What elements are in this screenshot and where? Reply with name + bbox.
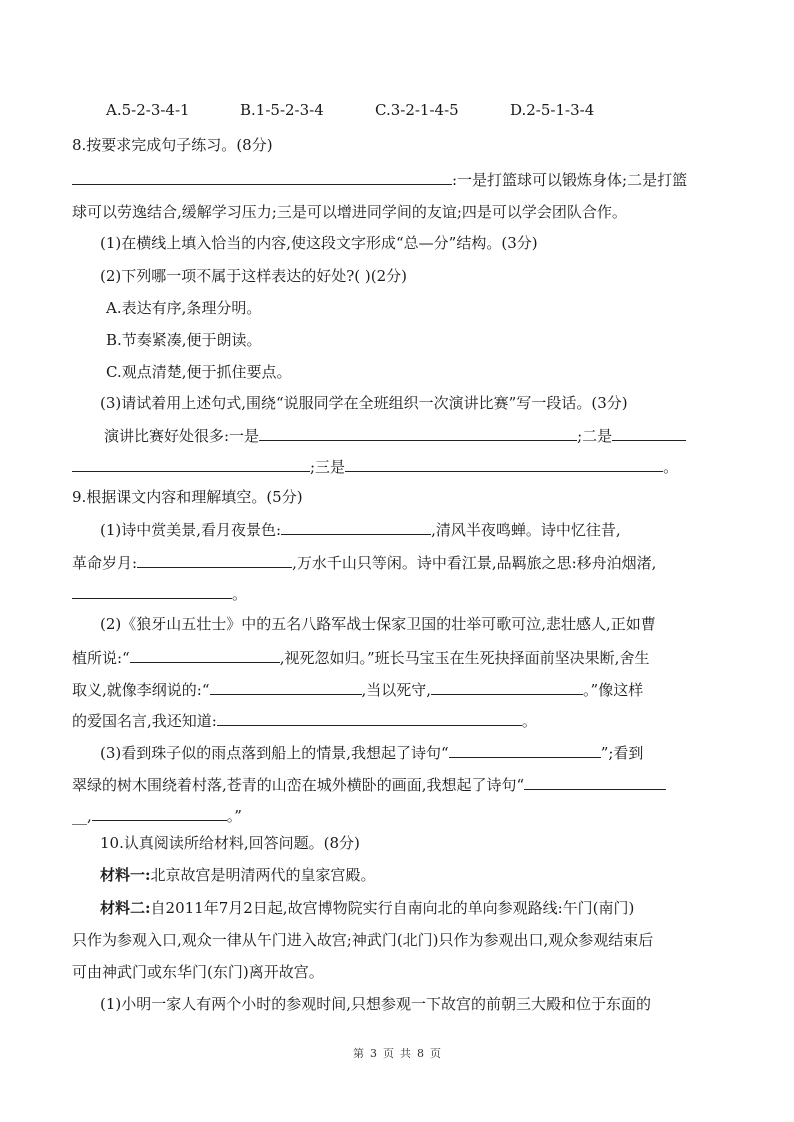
q9-p9 (72, 773, 666, 795)
q7-option-a: A.5-2-3-4-1 (106, 101, 190, 119)
q9-p5 (72, 646, 649, 668)
q8-answer-blank-1[interactable] (259, 424, 577, 441)
q8-header: 8.按要求完成句子练习。(8分) (72, 136, 273, 154)
q8-answer-blank-2a[interactable] (612, 424, 686, 441)
q10-material-2-line3: 可由神武门或东华门(东门)离开故宫。 (72, 963, 324, 981)
q10-sub1: (1)小明一家人有两个小时的参观时间,只想参观一下故宫的前朝三大殿和位于东面的 (100, 995, 652, 1013)
q9-p6-c: 。”像这样 (583, 681, 644, 699)
q10-material-2-line2: 只作为参观入口,观众一律从午门进入故宫;神武门(北门)只作为参观出口,观众参观结束后 (72, 931, 654, 949)
q8-answer-sep-3: ;三是 (310, 458, 346, 476)
q9-blank-6[interactable] (431, 678, 583, 695)
q9-blank-4[interactable] (130, 646, 280, 663)
q10-material-2-text: 自2011年7月2日起,故宫博物院实行自南向北的单向参观路线:午门(南门) (150, 899, 635, 917)
q8-answer-end: 。 (663, 458, 679, 476)
q7-option-d: D.2-5-1-3-4 (510, 101, 595, 119)
q9-blank-8[interactable] (449, 741, 601, 758)
q8-option-c: C.观点清楚,便于抓住要点。 (106, 363, 292, 381)
q8-answer-prefix: 演讲比赛好处很多:一是 (104, 427, 260, 445)
q9-p3 (72, 582, 247, 604)
footer-total-pages: 8 (417, 1047, 424, 1060)
footer-total-word: 共 (400, 1047, 411, 1060)
q9-p7-b: 。 (521, 712, 537, 730)
q9-p6-a: 取义,就像李纲说的:“ (72, 681, 210, 699)
q8-sub3: (3)请试着用上述句式,围绕“说服同学在全班组织一次演讲比赛”写一段话。(3分) (100, 394, 628, 412)
q8-topic-line (72, 168, 687, 190)
q9-p6-b: ,当以死守, (361, 681, 432, 699)
q9-blank-1[interactable] (281, 518, 431, 535)
q8-answer-blank-3[interactable] (345, 455, 663, 472)
q9-p1-b: ,清风半夜鸣蝉。诗中忆往昔, (431, 521, 621, 539)
q9-p8 (100, 741, 643, 763)
q9-blank-3[interactable] (72, 582, 232, 599)
q9-p2-b: ,万水千山只等闲。诗中看江景,品羁旅之思:移舟泊烟渚, (292, 554, 657, 572)
q8-sub1: (1)在横线上填入恰当的内容,使这段文字形成“总—分”结构。(3分) (100, 234, 538, 252)
q8-topic-text: :一是打篮球可以锻炼身体;二是打篮 (452, 171, 688, 189)
q9-blank-9a[interactable] (524, 773, 666, 790)
q9-blank-7[interactable] (217, 709, 522, 726)
q9-header: 9.根据课文内容和理解填空。(5分) (72, 488, 303, 506)
q9-p7-a: 的爱国名言,我还知道: (72, 712, 217, 730)
q9-p3-end: 。 (232, 585, 248, 603)
q9-p8-b: ”;看到 (600, 744, 644, 762)
q9-p2 (72, 551, 656, 573)
q9-p10-a: __, (72, 807, 92, 825)
q8-topic-blank[interactable] (72, 168, 452, 185)
q8-paragraph-line2: 球可以劳逸结合,缓解学习压力;三是可以增进同学间的友谊;四是可以学会团队合作。 (72, 203, 627, 221)
page-footer (0, 1045, 794, 1061)
q10-material-1 (100, 865, 376, 885)
q10-header: 10.认真阅读所给材料,回答问题。(8分) (100, 834, 360, 852)
q9-p7 (72, 709, 537, 731)
q9-p5-a: 植所说:“ (72, 649, 130, 667)
q10-material-1-label: 材料一: (100, 866, 151, 884)
q9-p1-a: (1)诗中赏美景,看月夜景色: (100, 521, 282, 539)
footer-prefix: 第 (353, 1047, 364, 1060)
q8-option-a: A.表达有序,条理分明。 (106, 299, 262, 317)
q9-p10 (72, 804, 242, 826)
q9-p8-a: (3)看到珠子似的雨点落到船上的情景,我想起了诗句“ (100, 744, 449, 762)
q9-p4: (2)《狼牙山五壮士》中的五名八路军战士保家卫国的壮举可歌可泣,悲壮感人,正如曹 (100, 615, 656, 633)
q9-p2-a: 革命岁月: (72, 554, 138, 572)
q7-option-c: C.3-2-1-4-5 (375, 101, 459, 119)
q8-answer-line2 (72, 455, 678, 477)
q9-p5-b: ,视死忽如归。”班长马宝玉在生死抉择面前坚决果断,舍生 (279, 649, 650, 667)
q8-answer-blank-2b[interactable] (72, 455, 310, 472)
q7-option-b: B.1-5-2-3-4 (240, 101, 324, 119)
footer-page-word: 页 (383, 1047, 394, 1060)
q9-p1 (100, 518, 621, 540)
q9-p9-text: 翠绿的树木围绕着村落,苍青的山峦在城外横卧的画面,我想起了诗句“ (72, 776, 525, 794)
q10-material-1-text: 北京故宫是明清两代的皇家宫殿。 (150, 866, 376, 884)
q8-option-b: B.节奏紧凑,便于朗读。 (106, 331, 262, 349)
q10-material-2-label: 材料二: (100, 899, 151, 917)
footer-suffix: 页 (430, 1047, 441, 1060)
footer-page-number: 3 (370, 1047, 377, 1060)
q9-p10-b: 。” (226, 807, 242, 825)
q10-material-2 (100, 898, 634, 918)
q9-blank-2[interactable] (137, 551, 292, 568)
q9-blank-9b[interactable] (92, 804, 227, 821)
q8-sub2: (2)下列哪一项不属于这样表达的好处?( )(2分) (100, 267, 408, 285)
q8-answer-line1 (104, 424, 686, 446)
q9-blank-5[interactable] (210, 678, 362, 695)
q9-p6 (72, 678, 643, 700)
q8-answer-sep-2: ;二是 (577, 427, 613, 445)
